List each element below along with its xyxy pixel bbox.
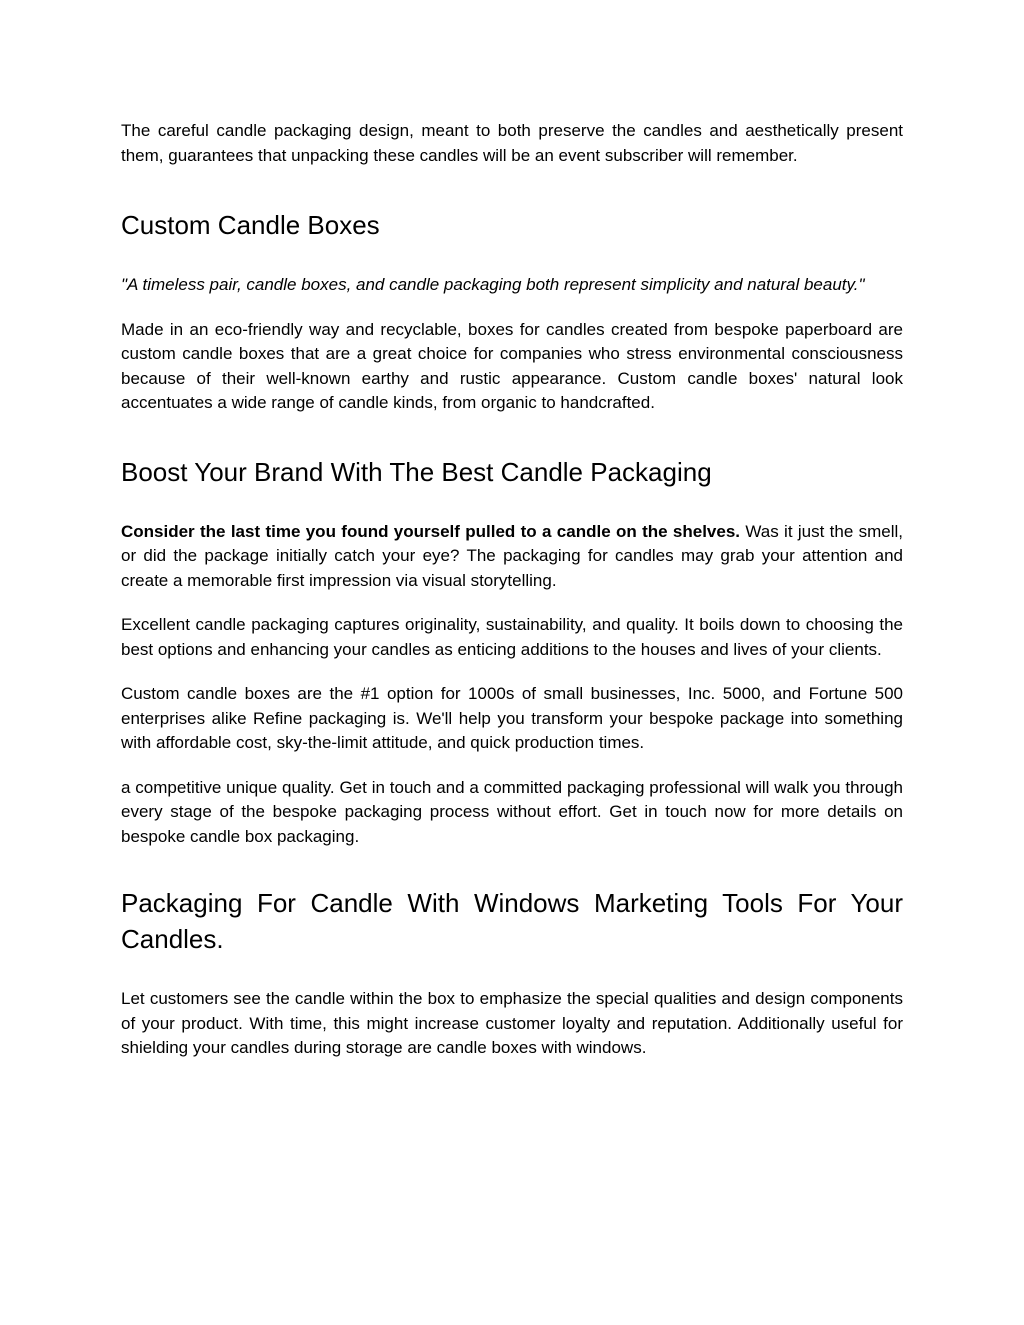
consider-rest-text: Was it just the smell, or did the package initially catch your eye? The packaging for candles may grab your attention and create a memorable first impression via visual storytelling. [121, 521, 903, 590]
eco-friendly-paragraph: Made in an eco-friendly way and recyclable, boxes for candles created from bespoke paperboard are custom candle boxes that are a great choice for companies who stress environmental consciousness because of their well-known earthy and rustic appearance. Custom candle boxes' natural look accentuates a wide range of candle kinds, from organic to handcrafted. [121, 319, 903, 412]
document-page [121, 119, 903, 1061]
heading-custom-candle-boxes: Custom Candle Boxes [121, 210, 380, 240]
get-in-touch-paragraph: a competitive unique quality. Get in touch and a committed packaging professional will walk you through every stage of the bespoke packaging process without effort. Get in touch now for more details on bespoke candle box packaging. [121, 777, 903, 846]
consider-paragraph [121, 520, 903, 594]
option-for-businesses-paragraph: Custom candle boxes are the #1 option for 1000s of small businesses, Inc. 5000, and Fortune 500 enterprises alike Refine packaging is. We'll help you transform your bespoke package into something with affordable cost, sky-the-limit attitude, and quick production times. [121, 684, 903, 752]
quote-paragraph: "A timeless pair, candle boxes, and candle packaging both represent simplicity and natural beauty." [121, 275, 865, 294]
windows-paragraph: Let customers see the candle within the box to emphasize the special qualities and design components of your product. With time, this might increase customer loyalty and reputation. Additionally useful for shielding your candles during storage are candle boxes with windows. [121, 989, 903, 1057]
excellent-packaging-paragraph: Excellent candle packaging captures originality, sustainability, and quality. It boils down to choosing the best options and enhancing your candles as enticing additions to the houses and lives of your clients. [121, 615, 903, 659]
intro-paragraph: The careful candle packaging design, meant to both preserve the candles and aesthetically present them, guarantees that unpacking these candles will be an event subscriber will remember. [121, 121, 903, 165]
consider-bold-lead: Consider the last time you found yourself pulled to a candle on the shelves. [121, 521, 741, 541]
heading-boost-your-brand: Boost Your Brand With The Best Candle Packaging [121, 456, 712, 487]
heading-packaging-with-windows: Packaging For Candle With Windows Marketing Tools For Your Candles. [121, 888, 903, 954]
